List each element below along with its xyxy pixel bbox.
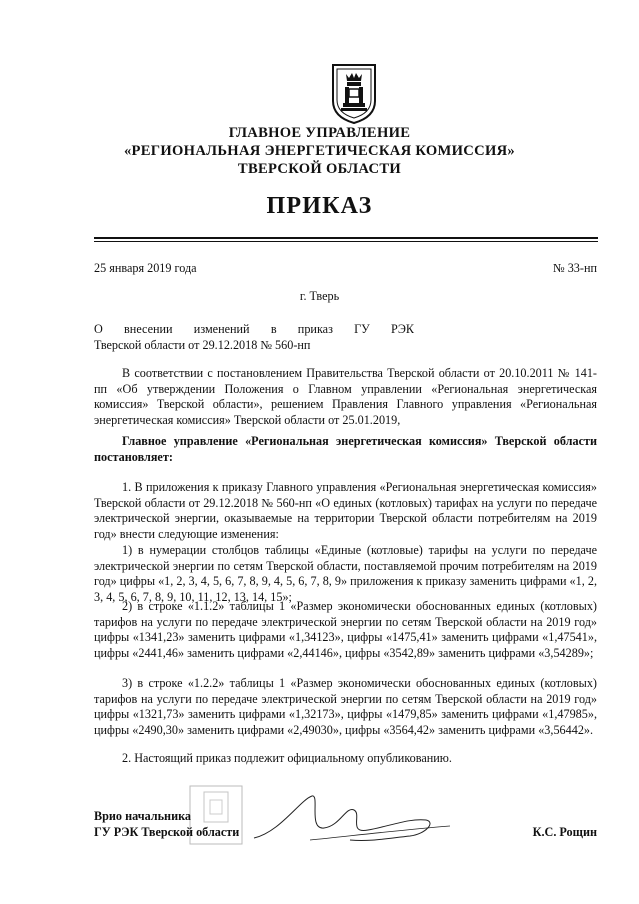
item-1-subitem-2: 2) в строке «1.1.2» таблицы 1 «Размер экономически обоснованных единых (котловых) тарифов на услуги по передаче электрической энергии по сетям Тверской области на 2019 год» цифры «1341,23» заменить цифрами «1,34123», цифры «1475,41» заменить цифрами «1,47541», цифры «2441,46» заменить цифрами «2,44146», цифры «3542,89» заменить цифрами «3,54289»; (94, 599, 597, 660)
header-line-1: ГЛАВНОЕ УПРАВЛЕНИЕ (228, 125, 411, 141)
document-place: г. Тверь (299, 289, 340, 303)
item-1-subitem-1: 1) в нумерации столбцов таблицы «Единые (котловые) тарифы на услуги по передаче электрической энергии по сетям Тверской области, поставляемой прочим потребителям на 2019 год» цифры «1, 2, 3, 4, 5, 6, 7, 8, 9, 4, 5, 6, 7, 8, 9» приложения к приказу заменить цифрами «1, 2, 3, 4, 5, 6, 7, 8, 9, 10, 11, 12, 13, 14, 15»; (94, 543, 597, 604)
document-number: № 33-нп (553, 261, 597, 275)
subject-line-1: О внесении изменений в приказ ГУ РЭК (94, 322, 414, 336)
preamble-paragraph: В соответствии с постановлением Правительства Тверской области от 20.10.2011 № 141-пп «Об утверждении Положения о Главном управлении «Региональная энергетическая комиссия» Тверской области», решением Правления Главного управления «Региональная энергетическая комиссия» Тверской области от 25.01.2019, (94, 366, 597, 427)
header-rule-thick (94, 237, 598, 239)
header-rule-thin (94, 241, 598, 242)
resolves-paragraph: Главное управление «Региональная энергетическая комиссия» Тверской области постановляет: (94, 434, 597, 464)
item-1-subitem-3: 3) в строке «1.2.2» таблицы 1 «Размер экономически обоснованных единых (котловых) тарифов на услуги по передаче электрической энергии по сетям Тверской области на 2019 год» цифры «1321,73» заменить цифрами «1,32173», цифры «1479,85» заменить цифрами «1,47985», цифры «2490,30» заменить цифрами «2,49030», цифры «3564,42» заменить цифрами «3,56442». (94, 676, 597, 737)
handwritten-signature-icon (250, 790, 460, 850)
document-type-title: ПРИКАЗ (266, 193, 373, 219)
tver-coat-of-arms-icon (330, 63, 378, 125)
signatory-position-line-1: Врио начальника (94, 809, 192, 823)
header-line-2: «РЕГИОНАЛЬНАЯ ЭНЕРГЕТИЧЕСКАЯ КОМИССИЯ» (123, 143, 516, 159)
document-date: 25 января 2019 года (94, 261, 197, 275)
item-2-paragraph: 2. Настоящий приказ подлежит официальному опубликованию. (122, 751, 452, 765)
signatory-name: К.С. Рощин (532, 825, 597, 839)
subject-line-2: Тверской области от 29.12.2018 № 560-нп (94, 338, 311, 352)
header-line-3: ТВЕРСКОЙ ОБЛАСТИ (237, 161, 402, 177)
item-1-paragraph: 1. В приложения к приказу Главного управления «Региональная энергетическая комиссия» Тверской области от 29.12.2018 № 560-нп «О единых (котловых) тарифах на услуги по передаче электрической энергии, оказываемые на территории Тверской области потребителям на 2019 год» внести следующие изменения: (94, 480, 597, 541)
signatory-position-line-2: ГУ РЭК Тверской области (94, 825, 240, 839)
